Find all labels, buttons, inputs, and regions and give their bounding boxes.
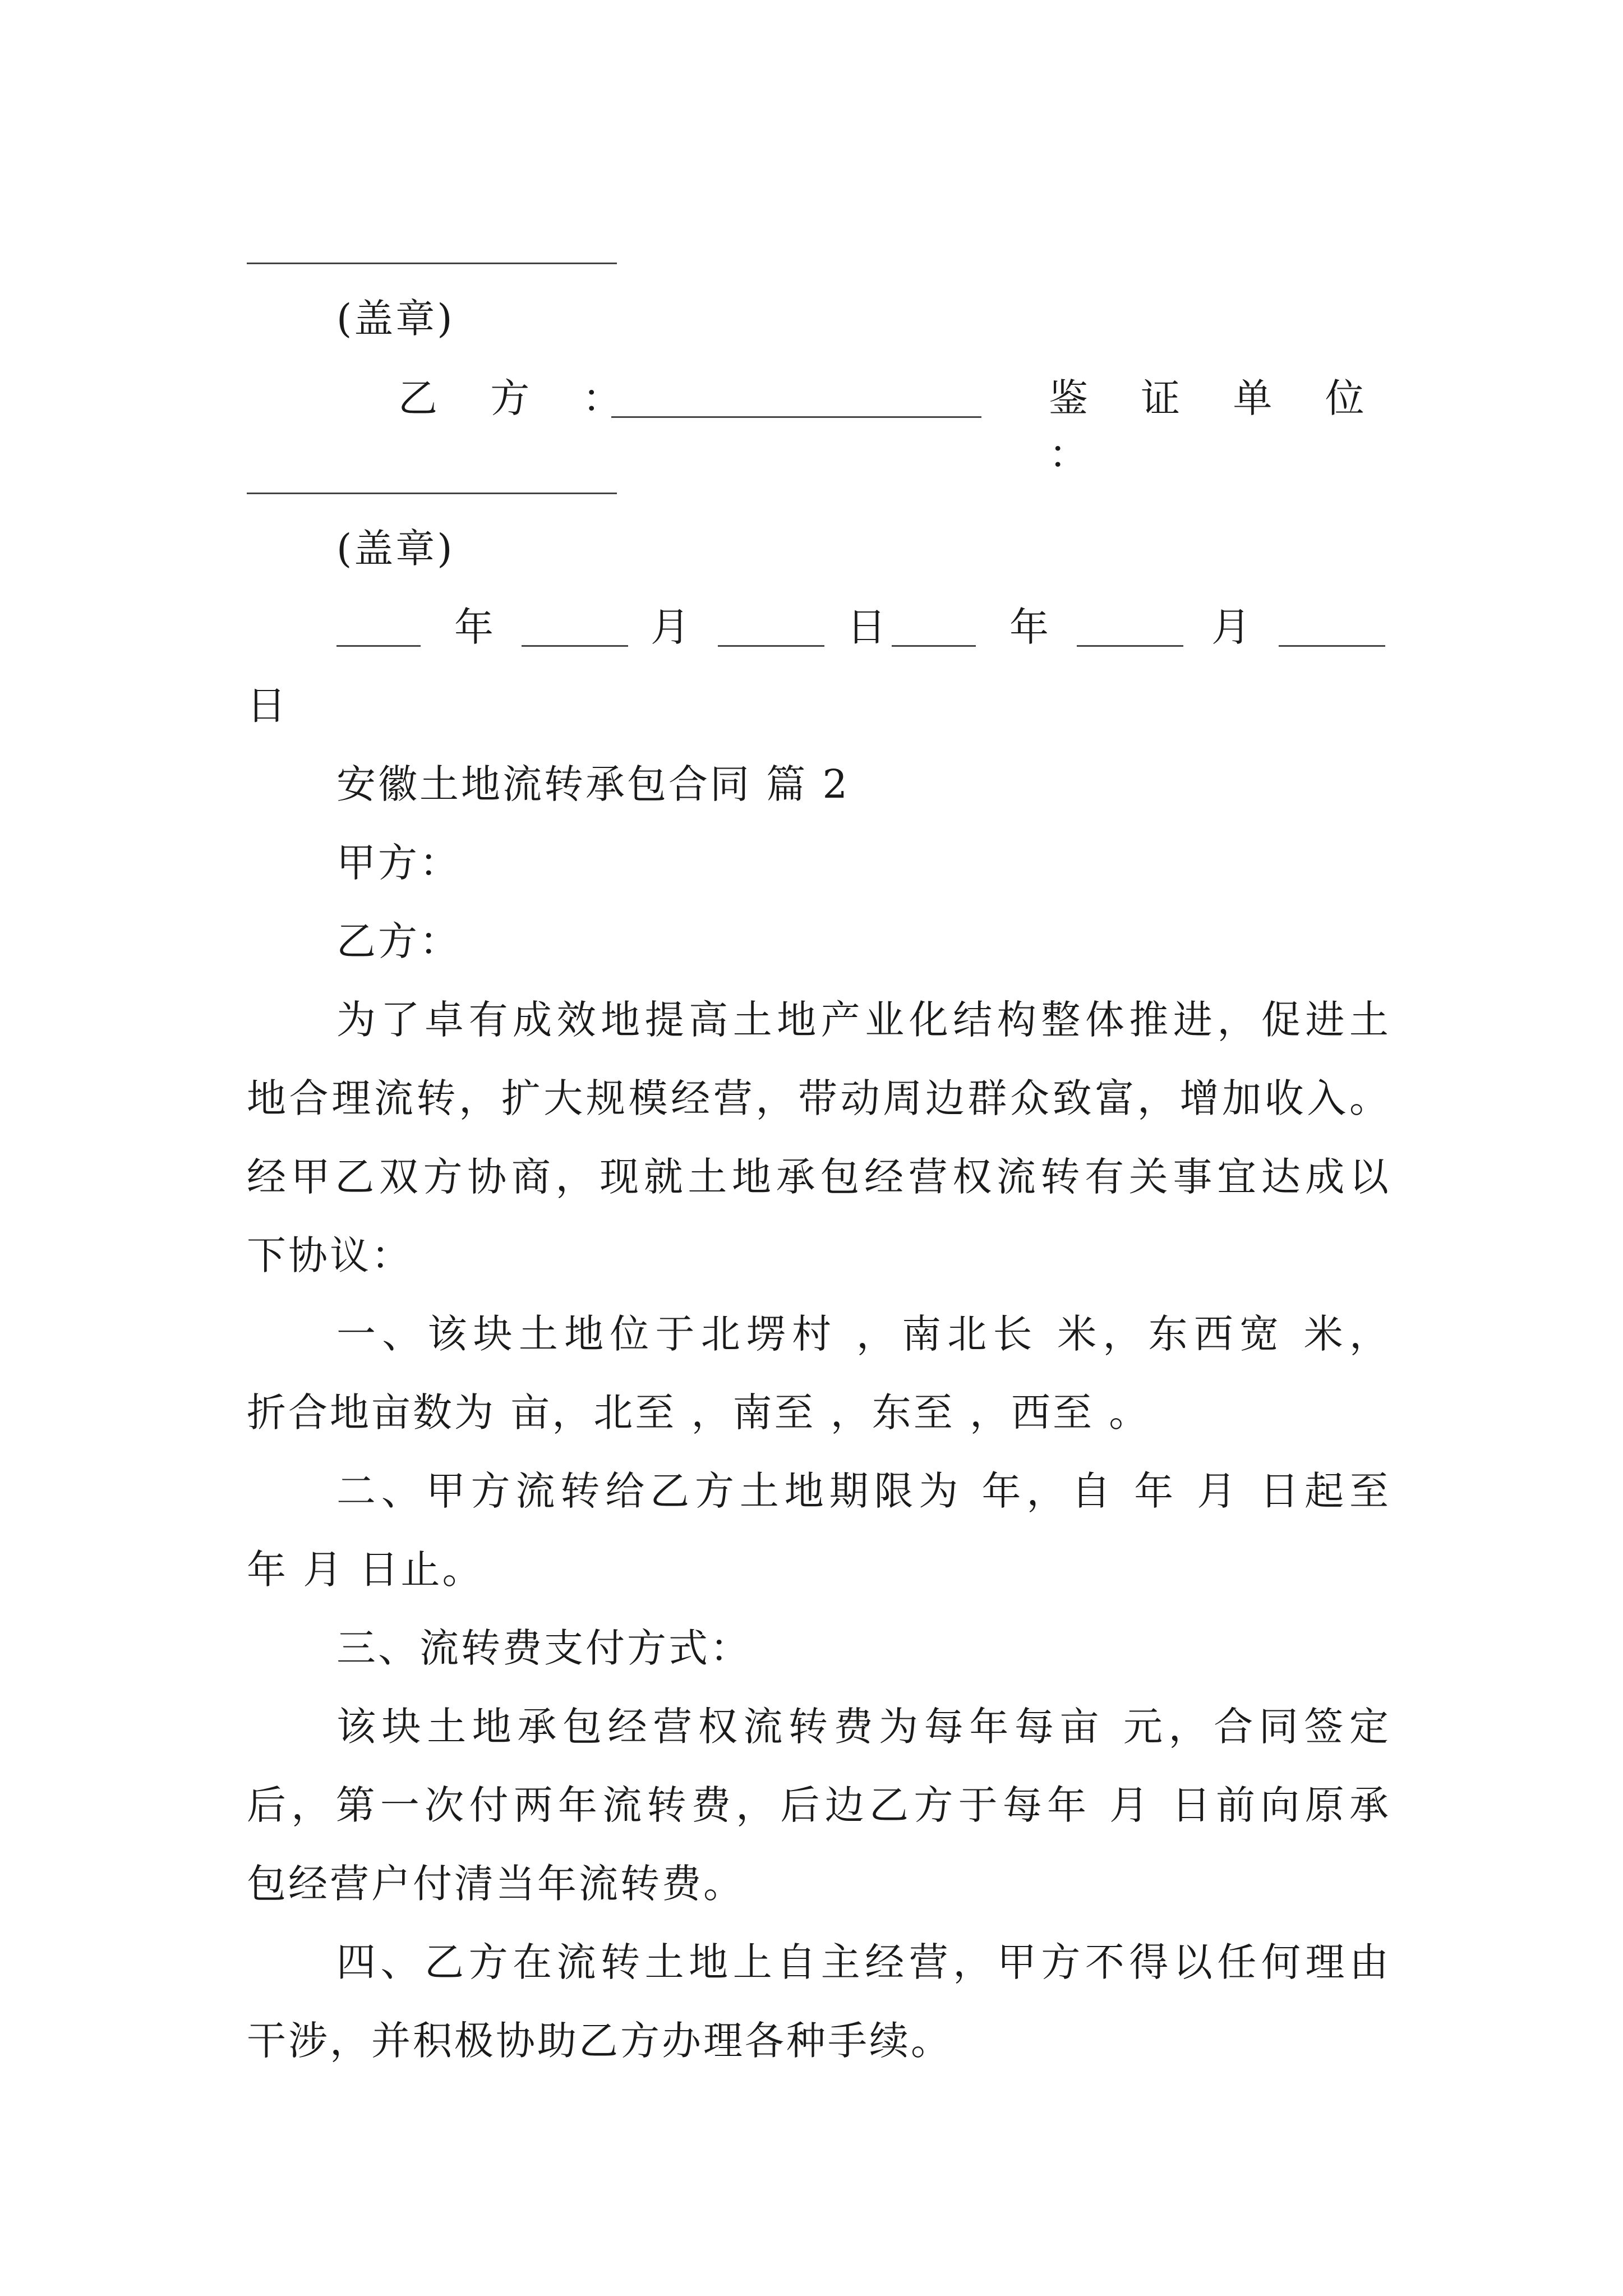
- signature-row: [336, 370, 1391, 477]
- clause-1-line: 一、该块土地位于北塄村 ，南北长 米，东西宽 米，: [336, 1311, 1391, 1357]
- contract-title: 安徽土地流转承包合同 篇 2: [336, 761, 850, 807]
- party-b-label: 乙 方 ：: [398, 375, 642, 421]
- year-blank: [336, 606, 421, 647]
- clause-2-line: 二、甲方流转给乙方土地期限为 年，自 年 月 日起至: [336, 1468, 1391, 1514]
- clause-2-line: 年 月 日止。: [247, 1547, 484, 1593]
- day-blank: [718, 606, 824, 647]
- seal-note: (盖章): [336, 526, 455, 572]
- intro-line: 地合理流转，扩大规模经营，带动周边群众致富，增加收入。: [247, 1075, 1391, 1121]
- intro-line: 经甲乙双方协商，现就土地承包经营权流转有关事宜达成以: [247, 1154, 1391, 1200]
- day-blank: [1279, 606, 1385, 647]
- signature-line: [247, 263, 617, 264]
- year-label: 年: [454, 604, 494, 650]
- month-label: 月: [651, 604, 690, 650]
- year-label: 年: [1009, 604, 1049, 650]
- clause-3-line: 包经营户付清当年流转费。: [247, 1861, 745, 1907]
- intro-line: 下协议：: [247, 1232, 413, 1278]
- clause-3-title: 三、流转费支付方式：: [336, 1625, 751, 1671]
- month-label: 月: [1211, 604, 1251, 650]
- clause-3-line: 后，第一次付两年流转费，后边乙方于每年 月 日前向原承: [247, 1782, 1391, 1828]
- party-b-blank: [611, 377, 981, 418]
- clause-1-line: 折合地亩数为 亩，北至 ，南至 ，东至 ，西至 。: [247, 1389, 1151, 1435]
- day-label: 日: [847, 604, 886, 650]
- day-label: 日: [247, 683, 288, 729]
- seal-note: (盖章): [336, 296, 455, 342]
- clause-3-line: 该块土地承包经营权流转费为每年每亩 元，合同签定: [336, 1704, 1391, 1750]
- intro-line: 为了卓有成效地提高土地产业化结构整体推进，促进土: [336, 997, 1391, 1043]
- clause-4-line: 四、乙方在流转土地上自主经营，甲方不得以任何理由: [336, 1939, 1391, 1985]
- month-blank: [522, 606, 628, 647]
- party-b: 乙方：: [336, 918, 461, 964]
- date-row: [336, 599, 1391, 655]
- party-a: 甲方：: [336, 840, 461, 886]
- verify-unit-label: 鉴 证 单 位 ：: [1049, 375, 1385, 477]
- month-blank: [1077, 606, 1183, 647]
- verify-unit-line: [247, 493, 617, 494]
- clause-4-line: 干涉，并积极协助乙方办理各种手续。: [247, 2018, 952, 2064]
- year-blank: [892, 606, 976, 647]
